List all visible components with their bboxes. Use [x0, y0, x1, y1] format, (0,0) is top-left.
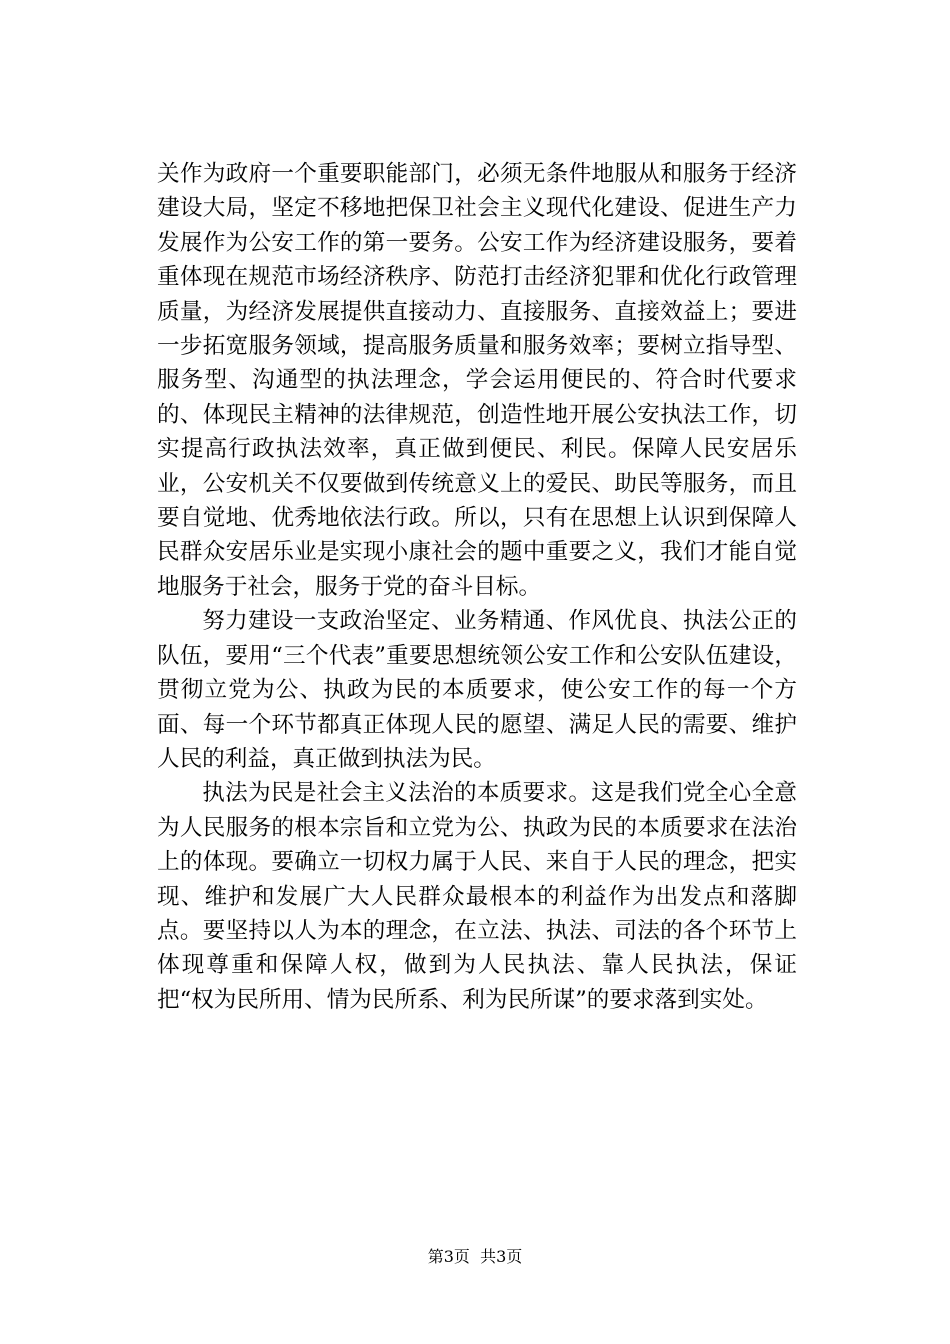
paragraph-law-for-people: 执法为民是社会主义法治的本质要求。这是我们党全心全意为人民服务的根本宗旨和立党为公、执政为民的本质要求在法治上的体现。要确立一切权力属于人民、来自于人民的理念，把实现、维护和发展广大人民群众最根本的利益作为出发点和落脚点。要坚持以人为本的理念，在立法、执法、司法的各个环节上体现尊重和保障人权，做到为人民执法、靠人民执法，保证把“权为民所用、情为民所系、利为民所谋”的要求落到实处。 [157, 780, 797, 1013]
paragraph-continued: 关作为政府一个重要职能部门，必须无条件地服从和服务于经济建设大局，坚定不移地把保卫社会主义现代化建设、促进生产力发展作为公安工作的第一要务。公安工作为经济建设服务，要着重体现在规范市场经济秩序、防范打击经济犯罪和优化行政管理质量，为经济发展提供直接动力、直接服务、直接效益上；要进一步拓宽服务领域，提高服务质量和服务效率；要树立指导型、服务型、沟通型的执法理念，学会运用便民的、符合时代要求的、体现民主精神的法律规范，创造性地开展公安执法工作，切实提高行政执法效率，真正做到便民、利民。保障人民安居乐业，公安机关不仅要做到传统意义上的爱民、助民等服务，而且要自觉地、优秀地依法行政。所以，只有在思想上认识到保障人民群众安居乐业是实现小康社会的题中重要之义，我们才能自觉地服务于社会，服务于党的奋斗目标。 [157, 161, 797, 600]
paragraph-team-building: 努力建设一支政治坚定、业务精通、作风优良、执法公正的队伍，要用“三个代表”重要思想统领公安工作和公安队伍建设，贯彻立党为公、执政为民的本质要求，使公安工作的每一个方面、每一个环节都真正体现人民的愿望、满足人民的需要、维护人民的利益，真正做到执法为民。 [157, 608, 797, 772]
page-number: 第3页 [427, 1247, 470, 1266]
document-body [157, 157, 797, 1017]
footer-separator [470, 1247, 480, 1266]
page-total: 共3页 [480, 1247, 523, 1266]
page-footer [0, 1244, 950, 1267]
